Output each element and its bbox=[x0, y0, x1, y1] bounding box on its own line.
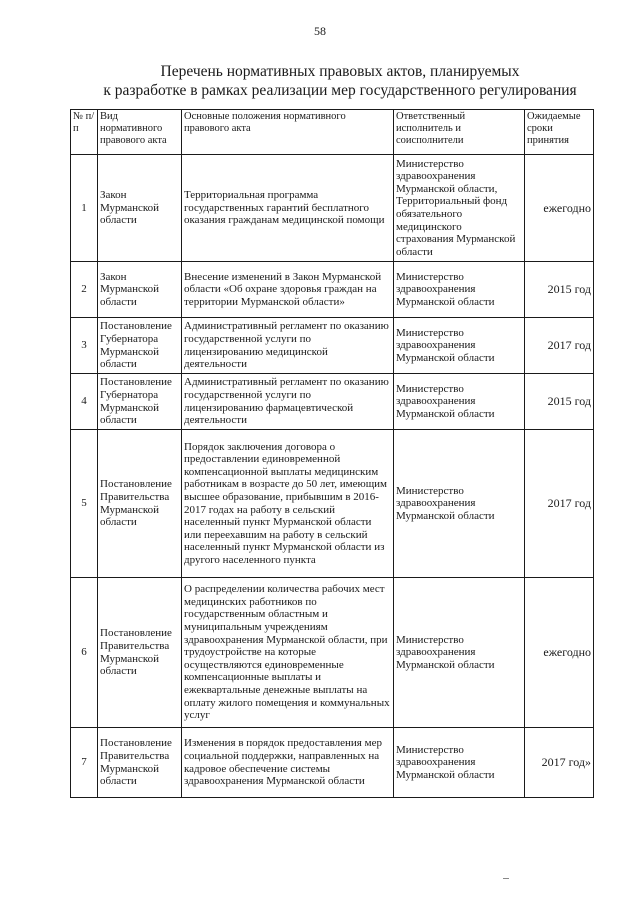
header-provisions: Основные положения нормативного правового акта bbox=[182, 110, 394, 155]
scan-mark bbox=[503, 878, 509, 879]
row-number: 2 bbox=[71, 262, 98, 318]
page-number: 58 bbox=[314, 24, 326, 38]
row-number: 5 bbox=[71, 430, 98, 578]
table-row bbox=[71, 578, 594, 728]
document-title-line-2: к разработке в рамках реализации мер государственного регулирования bbox=[103, 82, 577, 99]
row-expected-date: 2015 год bbox=[525, 262, 594, 318]
document-title-line-1: Перечень нормативных правовых актов, планируемых bbox=[160, 63, 520, 80]
table-header-row bbox=[71, 110, 594, 155]
header-responsible: Ответственный исполнитель и соисполнители bbox=[394, 110, 525, 155]
row-responsible: Министерство здравоохранения Мурманской области bbox=[394, 728, 525, 798]
row-provisions: Внесение изменений в Закон Мурманской области «Об охране здоровья граждан на территории Мурманской области» bbox=[182, 262, 394, 318]
row-responsible: Министерство здравоохранения Мурманской области bbox=[394, 374, 525, 430]
row-number: 3 bbox=[71, 318, 98, 374]
row-responsible: Министерство здравоохранения Мурманской области bbox=[394, 578, 525, 728]
row-responsible: Министерство здравоохранения Мурманской области bbox=[394, 318, 525, 374]
row-provisions: Административный регламент по оказанию государственной услуги по лицензированию фармацевтической деятельности bbox=[182, 374, 394, 430]
table-row bbox=[71, 262, 594, 318]
row-provisions: О распределении количества рабочих мест медицинских работников по государственным областным и муниципальным учреждениям здравоохранения Мурманской области, при трудоустройстве на которые осуществляются единовременные компенсационные выплаты и ежеквартальные денежные выплаты на оплату жилого помещения и коммунальных услуг bbox=[182, 578, 394, 728]
row-provisions: Изменения в порядок предоставления мер социальной поддержки, направленных на кадровое обеспечение системы здравоохранения Мурманской области bbox=[182, 728, 394, 798]
row-act-type: Постановление Правительства Мурманской области bbox=[98, 430, 182, 578]
row-responsible: Министерство здравоохранения Мурманской области, Территориальный фонд обязательного медицинского страхования Мурманской области bbox=[394, 155, 525, 262]
row-provisions: Территориальная программа государственных гарантий бесплатного оказания гражданам медицинской помощи bbox=[182, 155, 394, 262]
row-number: 6 bbox=[71, 578, 98, 728]
row-expected-date: 2015 год bbox=[525, 374, 594, 430]
row-provisions: Порядок заключения договора о предоставлении единовременной компенсационной выплаты медицинским работникам в возрасте до 50 лет, имеющим высшее образование, прибывшим в 2016-2017 годах на работу в сельский населенный пункт Мурманской области или переехавшим на работу в сельский населенный пункт Мурманской области из другого населенного пункта bbox=[182, 430, 394, 578]
row-responsible: Министерство здравоохранения Мурманской области bbox=[394, 430, 525, 578]
table-row bbox=[71, 374, 594, 430]
header-number: № п/п bbox=[71, 110, 98, 155]
row-expected-date: ежегодно bbox=[525, 155, 594, 262]
table-row bbox=[71, 728, 594, 798]
row-provisions: Административный регламент по оказанию государственной услуги по лицензированию медицинской деятельности bbox=[182, 318, 394, 374]
row-act-type: Постановление Правительства Мурманской области bbox=[98, 728, 182, 798]
row-act-type: Постановление Губернатора Мурманской области bbox=[98, 374, 182, 430]
row-expected-date: 2017 год bbox=[525, 318, 594, 374]
header-act-type: Вид нормативного правового акта bbox=[98, 110, 182, 155]
row-act-type: Постановление Правительства Мурманской области bbox=[98, 578, 182, 728]
table-row bbox=[71, 155, 594, 262]
row-number: 7 bbox=[71, 728, 98, 798]
row-number: 4 bbox=[71, 374, 98, 430]
header-expected-date: Ожидаемые сроки принятия bbox=[525, 110, 594, 155]
table-row bbox=[71, 430, 594, 578]
row-number: 1 bbox=[71, 155, 98, 262]
row-expected-date: ежегодно bbox=[525, 578, 594, 728]
table-row bbox=[71, 318, 594, 374]
row-act-type: Закон Мурманской области bbox=[98, 155, 182, 262]
document-title bbox=[60, 62, 620, 100]
acts-table bbox=[70, 109, 594, 798]
row-responsible: Министерство здравоохранения Мурманской области bbox=[394, 262, 525, 318]
row-act-type: Закон Мурманской области bbox=[98, 262, 182, 318]
row-expected-date: 2017 год» bbox=[525, 728, 594, 798]
row-act-type: Постановление Губернатора Мурманской области bbox=[98, 318, 182, 374]
row-expected-date: 2017 год bbox=[525, 430, 594, 578]
